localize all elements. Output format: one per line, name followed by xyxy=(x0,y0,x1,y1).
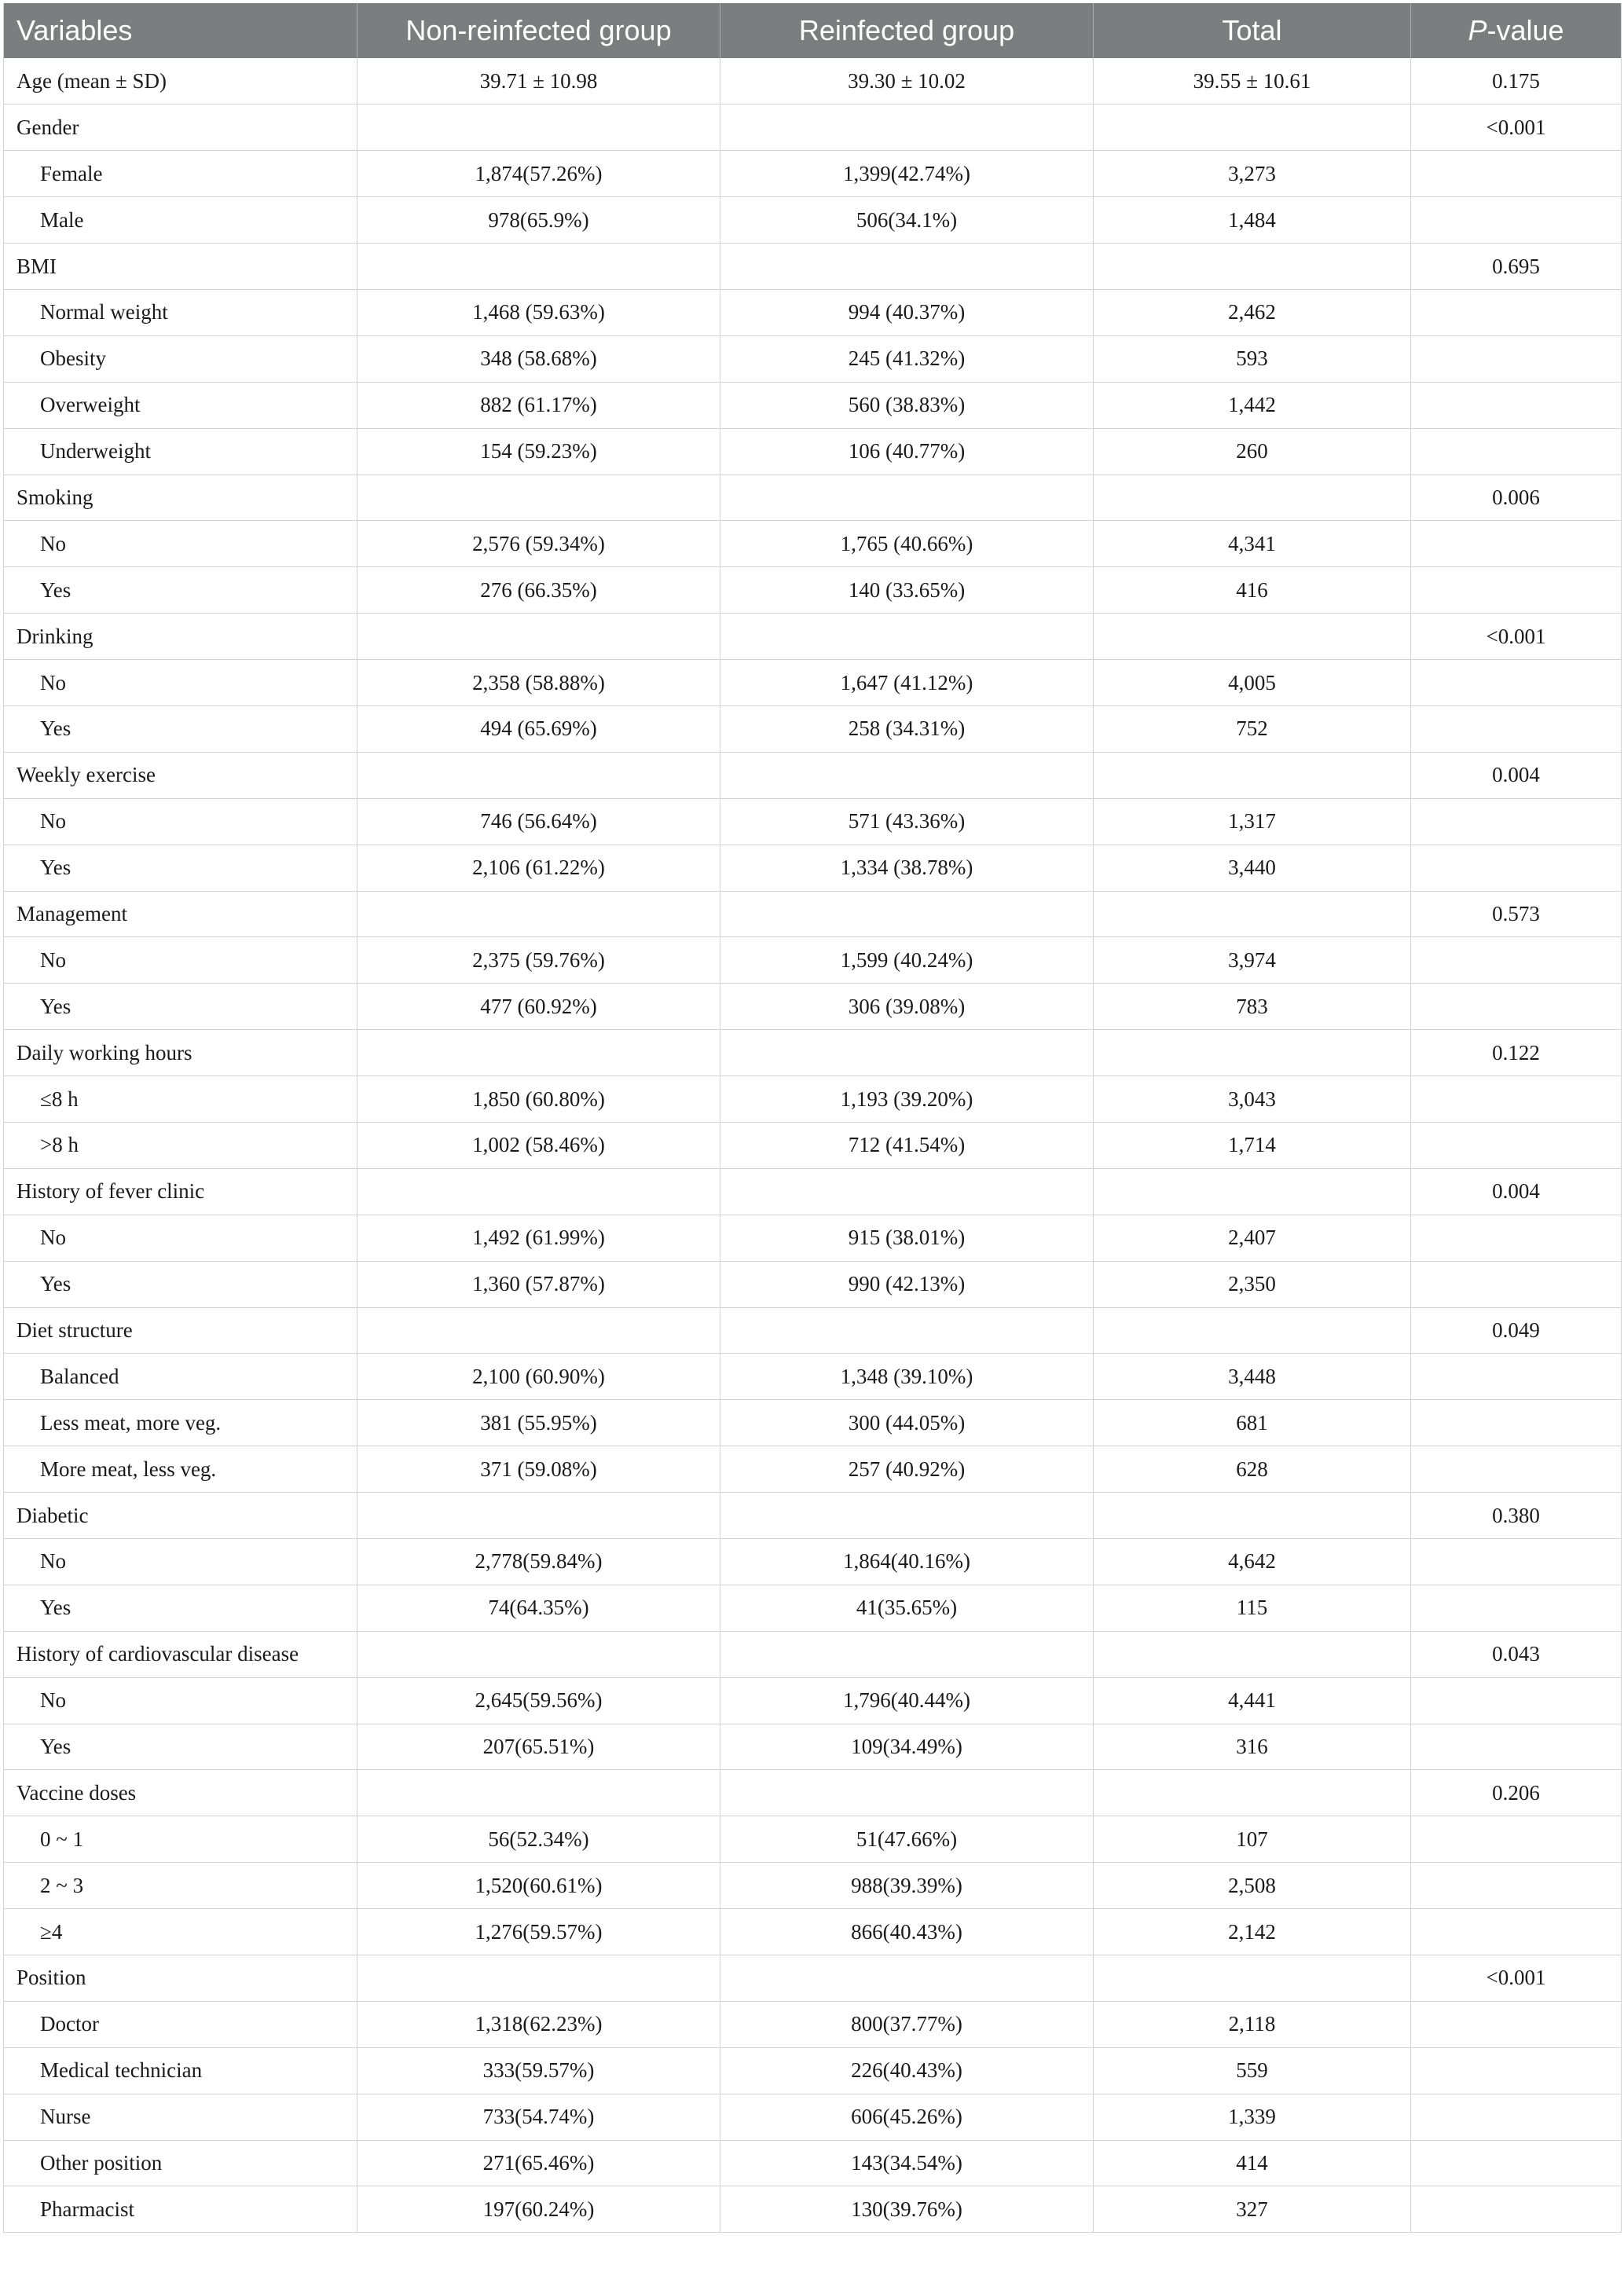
cell-total: 1,317 xyxy=(1094,798,1411,845)
cell-total: 1,484 xyxy=(1094,197,1411,244)
cell-p-value xyxy=(1411,1863,1622,1909)
row-label: Age (mean ± SD) xyxy=(4,58,357,104)
table-row xyxy=(4,382,1622,428)
cell-non-reinfected: 348 (58.68%) xyxy=(357,335,720,382)
cell-reinfected xyxy=(720,1770,1094,1816)
cell-reinfected xyxy=(720,891,1094,937)
cell-non-reinfected xyxy=(357,104,720,151)
row-label: Diabetic xyxy=(4,1493,357,1539)
cell-non-reinfected: 271(65.46%) xyxy=(357,2140,720,2186)
table-row xyxy=(4,2140,1622,2186)
cell-p-value xyxy=(1411,1215,1622,1261)
cell-p-value xyxy=(1411,2140,1622,2186)
row-label: Gender xyxy=(4,104,357,151)
cell-total xyxy=(1094,244,1411,290)
cell-total xyxy=(1094,1770,1411,1816)
cell-reinfected: 245 (41.32%) xyxy=(720,335,1094,382)
cell-p-value: 0.043 xyxy=(1411,1631,1622,1677)
table-row xyxy=(4,1400,1622,1446)
row-label: Female xyxy=(4,151,357,197)
cell-reinfected xyxy=(720,614,1094,660)
row-label: 0 ~ 1 xyxy=(4,1816,357,1863)
table-row xyxy=(4,705,1622,752)
cell-total: 2,118 xyxy=(1094,2001,1411,2047)
cell-reinfected: 1,765 (40.66%) xyxy=(720,521,1094,567)
row-label: More meat, less veg. xyxy=(4,1446,357,1493)
cell-reinfected: 143(34.54%) xyxy=(720,2140,1094,2186)
cell-p-value: 0.049 xyxy=(1411,1307,1622,1354)
cell-total: 4,005 xyxy=(1094,660,1411,706)
cell-reinfected: 712 (41.54%) xyxy=(720,1122,1094,1168)
row-label: Drinking xyxy=(4,614,357,660)
table-row xyxy=(4,567,1622,614)
cell-reinfected: 506(34.1%) xyxy=(720,197,1094,244)
row-label: No xyxy=(4,1539,357,1585)
cell-p-value xyxy=(1411,2094,1622,2140)
cell-p-value xyxy=(1411,1585,1622,1631)
cell-non-reinfected: 2,375 (59.76%) xyxy=(357,937,720,984)
cell-p-value xyxy=(1411,1354,1622,1400)
cell-reinfected: 866(40.43%) xyxy=(720,1909,1094,1955)
header-variables: Variables xyxy=(4,3,357,58)
cell-non-reinfected xyxy=(357,1770,720,1816)
cell-non-reinfected xyxy=(357,475,720,521)
cell-p-value xyxy=(1411,567,1622,614)
cell-total: 4,441 xyxy=(1094,1677,1411,1724)
cell-total: 3,974 xyxy=(1094,937,1411,984)
cell-total: 2,142 xyxy=(1094,1909,1411,1955)
row-label: History of fever clinic xyxy=(4,1168,357,1215)
cell-p-value xyxy=(1411,289,1622,335)
cell-reinfected: 39.30 ± 10.02 xyxy=(720,58,1094,104)
cell-non-reinfected: 1,276(59.57%) xyxy=(357,1909,720,1955)
cell-p-value: <0.001 xyxy=(1411,614,1622,660)
cell-reinfected xyxy=(720,1030,1094,1076)
cell-reinfected: 560 (38.83%) xyxy=(720,382,1094,428)
row-label: Male xyxy=(4,197,357,244)
cell-non-reinfected: 381 (55.95%) xyxy=(357,1400,720,1446)
cell-p-value xyxy=(1411,1816,1622,1863)
cell-total: 414 xyxy=(1094,2140,1411,2186)
table-row xyxy=(4,244,1622,290)
cell-reinfected: 257 (40.92%) xyxy=(720,1446,1094,1493)
cell-non-reinfected: 2,106 (61.22%) xyxy=(357,845,720,891)
table-row xyxy=(4,1354,1622,1400)
table-row xyxy=(4,937,1622,984)
row-label: Doctor xyxy=(4,2001,357,2047)
cell-non-reinfected: 1,318(62.23%) xyxy=(357,2001,720,2047)
row-label: Smoking xyxy=(4,475,357,521)
cell-reinfected xyxy=(720,1168,1094,1215)
cell-total xyxy=(1094,1030,1411,1076)
table-row xyxy=(4,197,1622,244)
cell-total: 628 xyxy=(1094,1446,1411,1493)
cell-total: 3,440 xyxy=(1094,845,1411,891)
table-row xyxy=(4,151,1622,197)
cell-non-reinfected: 477 (60.92%) xyxy=(357,984,720,1030)
cell-non-reinfected: 371 (59.08%) xyxy=(357,1446,720,1493)
cell-p-value xyxy=(1411,2001,1622,2047)
cell-reinfected: 606(45.26%) xyxy=(720,2094,1094,2140)
cell-non-reinfected: 39.71 ± 10.98 xyxy=(357,58,720,104)
row-label: Yes xyxy=(4,1724,357,1770)
table-row xyxy=(4,1585,1622,1631)
cell-p-value xyxy=(1411,1446,1622,1493)
cell-total: 752 xyxy=(1094,705,1411,752)
cell-non-reinfected: 2,645(59.56%) xyxy=(357,1677,720,1724)
cell-reinfected: 140 (33.65%) xyxy=(720,567,1094,614)
cell-non-reinfected: 2,358 (58.88%) xyxy=(357,660,720,706)
row-label: Underweight xyxy=(4,428,357,475)
cell-reinfected: 51(47.66%) xyxy=(720,1816,1094,1863)
characteristics-table xyxy=(3,3,1622,2233)
row-label: Yes xyxy=(4,567,357,614)
row-label: Daily working hours xyxy=(4,1030,357,1076)
cell-reinfected: 258 (34.31%) xyxy=(720,705,1094,752)
header-total: Total xyxy=(1094,3,1411,58)
row-label: Position xyxy=(4,1955,357,2002)
row-label: Overweight xyxy=(4,382,357,428)
table-header xyxy=(4,3,1622,58)
header-p-italic: P xyxy=(1468,14,1487,46)
row-label: Other position xyxy=(4,2140,357,2186)
header-row xyxy=(4,3,1622,58)
cell-reinfected xyxy=(720,1307,1094,1354)
table-row xyxy=(4,58,1622,104)
cell-non-reinfected: 1,874(57.26%) xyxy=(357,151,720,197)
cell-p-value: 0.004 xyxy=(1411,1168,1622,1215)
cell-reinfected: 571 (43.36%) xyxy=(720,798,1094,845)
row-label: ≤8 h xyxy=(4,1076,357,1123)
row-label: No xyxy=(4,660,357,706)
row-label: Obesity xyxy=(4,335,357,382)
cell-non-reinfected: 733(54.74%) xyxy=(357,2094,720,2140)
cell-non-reinfected: 207(65.51%) xyxy=(357,1724,720,1770)
cell-total xyxy=(1094,1631,1411,1677)
cell-total xyxy=(1094,891,1411,937)
cell-reinfected: 226(40.43%) xyxy=(720,2047,1094,2094)
cell-p-value xyxy=(1411,1261,1622,1307)
cell-reinfected: 1,348 (39.10%) xyxy=(720,1354,1094,1400)
cell-reinfected: 1,796(40.44%) xyxy=(720,1677,1094,1724)
cell-total: 2,508 xyxy=(1094,1863,1411,1909)
cell-p-value xyxy=(1411,1724,1622,1770)
cell-non-reinfected: 2,778(59.84%) xyxy=(357,1539,720,1585)
table-row xyxy=(4,1677,1622,1724)
table-row xyxy=(4,2047,1622,2094)
cell-non-reinfected xyxy=(357,1955,720,2002)
cell-non-reinfected: 1,520(60.61%) xyxy=(357,1863,720,1909)
cell-non-reinfected: 978(65.9%) xyxy=(357,197,720,244)
cell-p-value xyxy=(1411,2186,1622,2233)
cell-total: 39.55 ± 10.61 xyxy=(1094,58,1411,104)
row-label: Yes xyxy=(4,1585,357,1631)
cell-p-value: 0.206 xyxy=(1411,1770,1622,1816)
cell-total: 593 xyxy=(1094,335,1411,382)
row-label: Management xyxy=(4,891,357,937)
cell-non-reinfected xyxy=(357,1030,720,1076)
cell-reinfected: 1,193 (39.20%) xyxy=(720,1076,1094,1123)
table-row xyxy=(4,1168,1622,1215)
header-p-value xyxy=(1411,3,1622,58)
cell-total: 2,350 xyxy=(1094,1261,1411,1307)
table-row xyxy=(4,845,1622,891)
cell-non-reinfected: 1,360 (57.87%) xyxy=(357,1261,720,1307)
row-label: Vaccine doses xyxy=(4,1770,357,1816)
cell-non-reinfected: 882 (61.17%) xyxy=(357,382,720,428)
cell-p-value xyxy=(1411,1909,1622,1955)
cell-reinfected: 1,399(42.74%) xyxy=(720,151,1094,197)
row-label: Medical technician xyxy=(4,2047,357,2094)
cell-reinfected: 41(35.65%) xyxy=(720,1585,1094,1631)
header-reinfected: Reinfected group xyxy=(720,3,1094,58)
cell-p-value: <0.001 xyxy=(1411,1955,1622,2002)
cell-non-reinfected: 1,850 (60.80%) xyxy=(357,1076,720,1123)
cell-total: 4,642 xyxy=(1094,1539,1411,1585)
cell-p-value xyxy=(1411,382,1622,428)
cell-total xyxy=(1094,614,1411,660)
cell-p-value: 0.175 xyxy=(1411,58,1622,104)
cell-total: 260 xyxy=(1094,428,1411,475)
cell-p-value: 0.380 xyxy=(1411,1493,1622,1539)
cell-p-value: 0.573 xyxy=(1411,891,1622,937)
table-row xyxy=(4,2094,1622,2140)
table-row xyxy=(4,2001,1622,2047)
cell-p-value: 0.695 xyxy=(1411,244,1622,290)
cell-total xyxy=(1094,1307,1411,1354)
cell-p-value xyxy=(1411,1677,1622,1724)
cell-reinfected xyxy=(720,475,1094,521)
cell-total: 2,407 xyxy=(1094,1215,1411,1261)
table-row xyxy=(4,1215,1622,1261)
header-non-reinfected: Non-reinfected group xyxy=(357,3,720,58)
cell-non-reinfected: 2,100 (60.90%) xyxy=(357,1354,720,1400)
row-label: Nurse xyxy=(4,2094,357,2140)
row-label: >8 h xyxy=(4,1122,357,1168)
cell-total: 3,043 xyxy=(1094,1076,1411,1123)
cell-non-reinfected: 154 (59.23%) xyxy=(357,428,720,475)
table-row xyxy=(4,1724,1622,1770)
cell-total: 783 xyxy=(1094,984,1411,1030)
cell-p-value: 0.122 xyxy=(1411,1030,1622,1076)
cell-reinfected: 1,599 (40.24%) xyxy=(720,937,1094,984)
cell-total: 327 xyxy=(1094,2186,1411,2233)
cell-total: 3,448 xyxy=(1094,1354,1411,1400)
cell-reinfected: 990 (42.13%) xyxy=(720,1261,1094,1307)
cell-non-reinfected: 746 (56.64%) xyxy=(357,798,720,845)
table-row xyxy=(4,752,1622,798)
cell-non-reinfected xyxy=(357,244,720,290)
cell-non-reinfected xyxy=(357,752,720,798)
cell-total: 4,341 xyxy=(1094,521,1411,567)
cell-reinfected: 994 (40.37%) xyxy=(720,289,1094,335)
cell-p-value xyxy=(1411,335,1622,382)
cell-p-value: 0.006 xyxy=(1411,475,1622,521)
cell-non-reinfected xyxy=(357,1307,720,1354)
row-label: BMI xyxy=(4,244,357,290)
cell-non-reinfected xyxy=(357,1168,720,1215)
cell-non-reinfected xyxy=(357,614,720,660)
row-label: Yes xyxy=(4,845,357,891)
row-label: No xyxy=(4,937,357,984)
cell-p-value xyxy=(1411,1076,1622,1123)
row-label: Weekly exercise xyxy=(4,752,357,798)
cell-total xyxy=(1094,1955,1411,2002)
cell-non-reinfected: 56(52.34%) xyxy=(357,1816,720,1863)
row-label: No xyxy=(4,798,357,845)
cell-non-reinfected xyxy=(357,891,720,937)
table-body xyxy=(4,58,1622,2233)
row-label: 2 ~ 3 xyxy=(4,1863,357,1909)
table-row xyxy=(4,521,1622,567)
cell-non-reinfected xyxy=(357,1493,720,1539)
row-label: Yes xyxy=(4,1261,357,1307)
cell-total: 1,714 xyxy=(1094,1122,1411,1168)
cell-total: 559 xyxy=(1094,2047,1411,2094)
table-row xyxy=(4,1863,1622,1909)
header-p-rest: -value xyxy=(1487,14,1564,46)
cell-reinfected xyxy=(720,1955,1094,2002)
cell-non-reinfected: 2,576 (59.34%) xyxy=(357,521,720,567)
row-label: Yes xyxy=(4,984,357,1030)
cell-p-value xyxy=(1411,197,1622,244)
cell-total: 316 xyxy=(1094,1724,1411,1770)
cell-p-value xyxy=(1411,521,1622,567)
table-row xyxy=(4,891,1622,937)
cell-total xyxy=(1094,1493,1411,1539)
cell-p-value: 0.004 xyxy=(1411,752,1622,798)
cell-reinfected: 988(39.39%) xyxy=(720,1863,1094,1909)
cell-p-value xyxy=(1411,984,1622,1030)
cell-non-reinfected: 1,002 (58.46%) xyxy=(357,1122,720,1168)
table-row xyxy=(4,1816,1622,1863)
table-row xyxy=(4,428,1622,475)
table-row xyxy=(4,614,1622,660)
row-label: ≥4 xyxy=(4,1909,357,1955)
cell-total: 416 xyxy=(1094,567,1411,614)
row-label: Diet structure xyxy=(4,1307,357,1354)
table-row xyxy=(4,2186,1622,2233)
table-row xyxy=(4,1909,1622,1955)
cell-total xyxy=(1094,1168,1411,1215)
table-row xyxy=(4,335,1622,382)
table-row xyxy=(4,104,1622,151)
cell-total: 2,462 xyxy=(1094,289,1411,335)
cell-non-reinfected: 1,492 (61.99%) xyxy=(357,1215,720,1261)
row-label: Less meat, more veg. xyxy=(4,1400,357,1446)
cell-non-reinfected: 74(64.35%) xyxy=(357,1585,720,1631)
table-row xyxy=(4,1446,1622,1493)
cell-reinfected: 106 (40.77%) xyxy=(720,428,1094,475)
cell-total: 681 xyxy=(1094,1400,1411,1446)
cell-non-reinfected: 494 (65.69%) xyxy=(357,705,720,752)
cell-total xyxy=(1094,475,1411,521)
cell-reinfected xyxy=(720,104,1094,151)
cell-reinfected: 130(39.76%) xyxy=(720,2186,1094,2233)
row-label: No xyxy=(4,1677,357,1724)
table-row xyxy=(4,1770,1622,1816)
table-row xyxy=(4,1493,1622,1539)
cell-reinfected: 306 (39.08%) xyxy=(720,984,1094,1030)
cell-total: 1,442 xyxy=(1094,382,1411,428)
cell-total: 1,339 xyxy=(1094,2094,1411,2140)
table-row xyxy=(4,1307,1622,1354)
cell-non-reinfected: 197(60.24%) xyxy=(357,2186,720,2233)
row-label: Balanced xyxy=(4,1354,357,1400)
cell-reinfected: 109(34.49%) xyxy=(720,1724,1094,1770)
cell-reinfected: 300 (44.05%) xyxy=(720,1400,1094,1446)
cell-p-value xyxy=(1411,2047,1622,2094)
cell-p-value xyxy=(1411,937,1622,984)
cell-p-value xyxy=(1411,428,1622,475)
cell-total: 107 xyxy=(1094,1816,1411,1863)
row-label: Normal weight xyxy=(4,289,357,335)
table-row xyxy=(4,1539,1622,1585)
cell-reinfected: 1,647 (41.12%) xyxy=(720,660,1094,706)
cell-total: 115 xyxy=(1094,1585,1411,1631)
cell-reinfected xyxy=(720,752,1094,798)
cell-reinfected xyxy=(720,1631,1094,1677)
cell-non-reinfected: 276 (66.35%) xyxy=(357,567,720,614)
table-row xyxy=(4,1631,1622,1677)
cell-p-value xyxy=(1411,1122,1622,1168)
cell-non-reinfected: 333(59.57%) xyxy=(357,2047,720,2094)
cell-non-reinfected: 1,468 (59.63%) xyxy=(357,289,720,335)
table-row xyxy=(4,1955,1622,2002)
row-label: History of cardiovascular disease xyxy=(4,1631,357,1677)
cell-p-value: <0.001 xyxy=(1411,104,1622,151)
table-row xyxy=(4,1261,1622,1307)
table-row xyxy=(4,1122,1622,1168)
table-row xyxy=(4,289,1622,335)
cell-p-value xyxy=(1411,151,1622,197)
cell-total xyxy=(1094,104,1411,151)
cell-p-value xyxy=(1411,1400,1622,1446)
cell-reinfected xyxy=(720,244,1094,290)
table-row xyxy=(4,1030,1622,1076)
cell-reinfected: 915 (38.01%) xyxy=(720,1215,1094,1261)
cell-reinfected: 1,334 (38.78%) xyxy=(720,845,1094,891)
cell-p-value xyxy=(1411,1539,1622,1585)
cell-reinfected: 800(37.77%) xyxy=(720,2001,1094,2047)
cell-total xyxy=(1094,752,1411,798)
table-row xyxy=(4,984,1622,1030)
cell-reinfected: 1,864(40.16%) xyxy=(720,1539,1094,1585)
table-row xyxy=(4,475,1622,521)
cell-reinfected xyxy=(720,1493,1094,1539)
row-label: No xyxy=(4,1215,357,1261)
row-label: No xyxy=(4,521,357,567)
cell-p-value xyxy=(1411,845,1622,891)
cell-non-reinfected xyxy=(357,1631,720,1677)
cell-p-value xyxy=(1411,798,1622,845)
table-row xyxy=(4,798,1622,845)
table-row xyxy=(4,1076,1622,1123)
cell-total: 3,273 xyxy=(1094,151,1411,197)
table-container xyxy=(3,3,1621,2233)
cell-p-value xyxy=(1411,705,1622,752)
row-label: Yes xyxy=(4,705,357,752)
row-label: Pharmacist xyxy=(4,2186,357,2233)
cell-p-value xyxy=(1411,660,1622,706)
table-row xyxy=(4,660,1622,706)
